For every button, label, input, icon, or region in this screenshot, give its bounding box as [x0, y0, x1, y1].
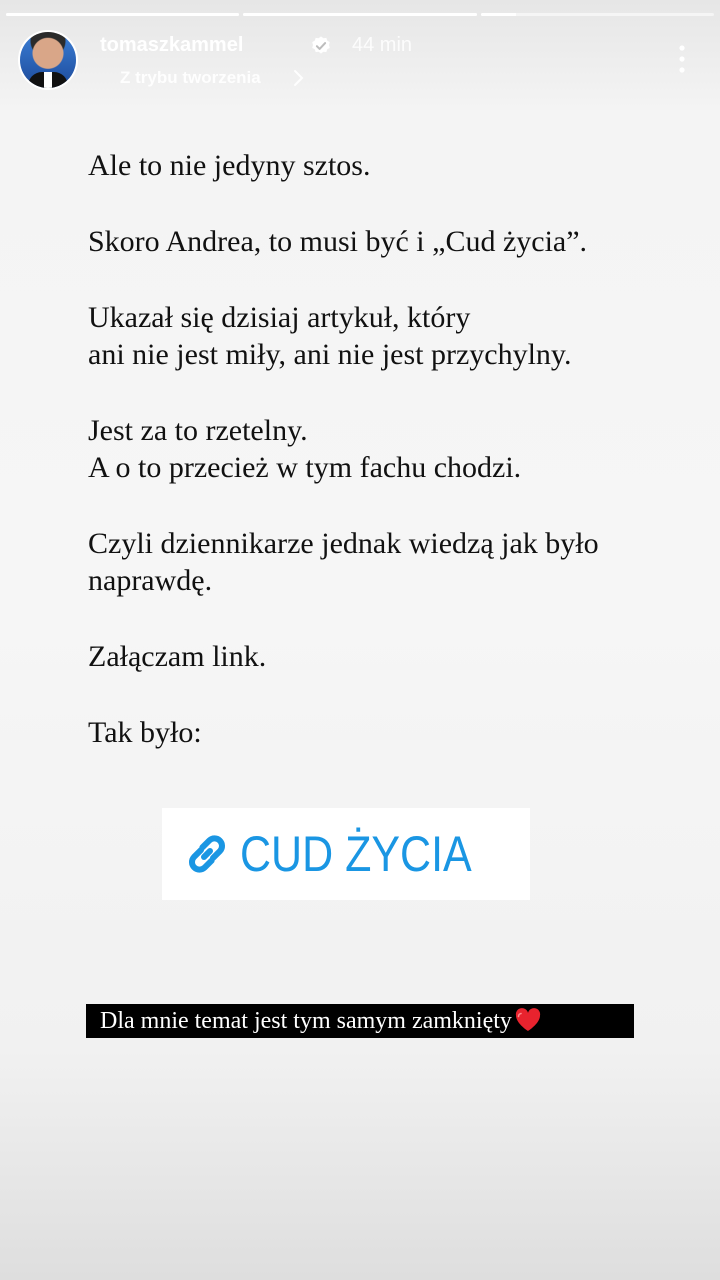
chevron-right-icon[interactable] [292, 68, 306, 88]
paragraph-7: Tak było: [88, 716, 202, 749]
story-header [20, 30, 700, 94]
progress-segment-2 [243, 13, 476, 16]
paragraph-1: Ale to nie jedyny sztos. [88, 149, 371, 182]
link-icon [182, 829, 232, 879]
paragraph-4: Jest za to rzetelny. A o to przecież w tym fachu chodzi. [88, 414, 522, 484]
link-sticker[interactable] [162, 808, 530, 900]
caption-text: Dla mnie temat jest tym samym zamknięty [100, 1008, 512, 1034]
paragraph-2: Skoro Andrea, to musi być i „Cud życia”. [88, 225, 588, 258]
red-heart-emoji [514, 1007, 542, 1033]
creation-mode-label[interactable]: Z trybu tworzenia [120, 68, 261, 87]
progress-segment-1 [6, 13, 239, 16]
story-text [88, 147, 698, 790]
progress-segment-3 [481, 13, 714, 16]
paragraph-5: Czyli dziennikarze jednak wiedzą jak było naprawdę. [88, 527, 599, 597]
post-time: 44 min [352, 34, 413, 56]
more-options-icon[interactable] [678, 44, 686, 74]
paragraph-6: Załączam link. [88, 640, 267, 673]
verified-badge-icon [310, 35, 332, 57]
username[interactable]: tomaszkammel [100, 34, 244, 56]
paragraph-3: Ukazał się dzisiaj artykuł, który ani nie jest miły, ani nie jest przychylny. [88, 301, 572, 371]
caption-banner [86, 1004, 634, 1038]
link-sticker-label: CUD ŻYCIA [240, 826, 473, 882]
story-progress-bar [6, 13, 714, 16]
avatar[interactable] [20, 32, 76, 88]
